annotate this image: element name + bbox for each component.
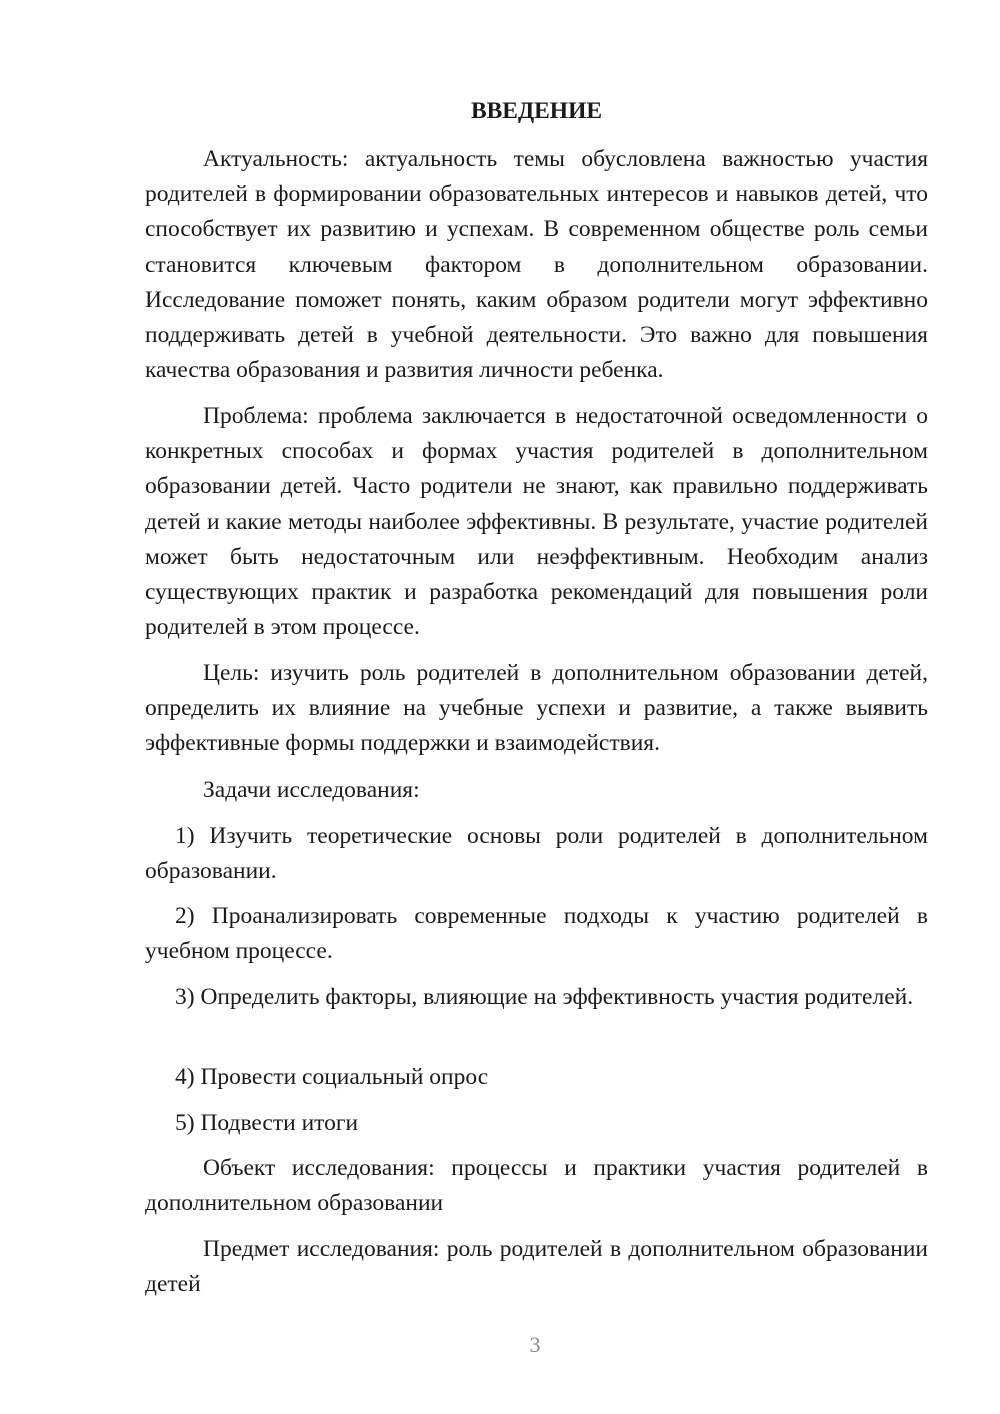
subject-paragraph: Предмет исследования: роль родителей в дополнительном образовании детей <box>145 1236 928 1298</box>
task-item-3: 3) Определить факторы, влияющие на эффективность участия родителей. <box>175 984 914 1010</box>
task-item-2: 2) Проанализировать современные подходы к участию родителей в учебном процессе. <box>145 903 928 965</box>
object-paragraph: Объект исследования: процессы и практики участия родителей в дополнительном образовании <box>145 1155 928 1217</box>
tasks-heading: Задачи исследования: <box>203 777 420 803</box>
relevance-paragraph: Актуальность: актуальность темы обусловлена важностью участия родителей в формировании образовательных интересов и навыков детей, что способствует их развитию и успехам. В современном обществе роль семьи становится ключевым фактором в дополнительном образовании. Исследование поможет понять, каким образом родители могут эффективно поддерживать детей в учебной деятельности. Это важно для повышения качества образования и развития личности ребенка. <box>145 146 928 384</box>
page-number: 3 <box>529 1332 541 1357</box>
task-item-5: 5) Подвести итоги <box>175 1110 359 1136</box>
task-item-1: 1) Изучить теоретические основы роли родителей в дополнительном образовании. <box>145 823 928 885</box>
problem-paragraph: Проблема: проблема заключается в недостаточной осведомленности о конкретных способах и формах участия родителей в дополнительном образовании детей. Часто родители не знают, как правильно поддерживать детей и какие методы наиболее эффективны. В результате, участие родителей может быть недостаточным или неэффективным. Необходим анализ существующих практик и разработка рекомендаций для повышения роли родителей в этом процессе. <box>145 403 928 641</box>
page-title: ВВЕДЕНИЕ <box>470 98 603 124</box>
task-item-4: 4) Провести социальный опрос <box>175 1064 489 1090</box>
goal-paragraph: Цель: изучить роль родителей в дополнительном образовании детей, определить их влияние на учебные успехи и развитие, а также выявить эффективные формы поддержки и взаимодействия. <box>145 660 928 757</box>
